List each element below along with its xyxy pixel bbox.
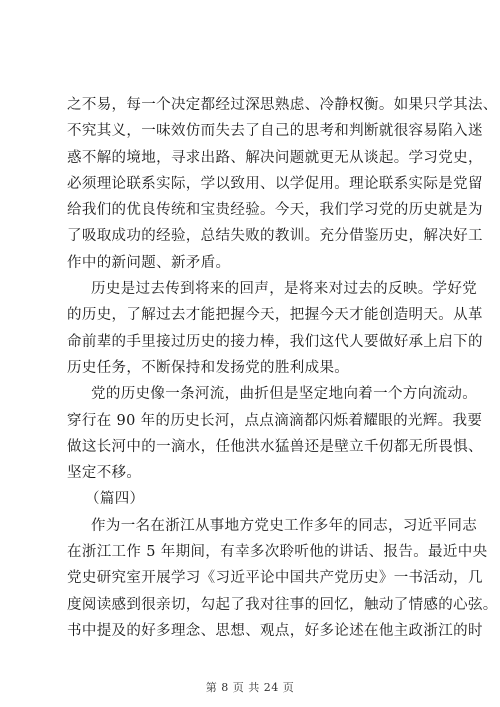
text-line: 不究其义，一味效仿而失去了自己的思考和判断就很容易陷入迷 [67,123,483,140]
text-line: 书中提及的好多理念、思想、观点，好多论述在他主政浙江的时 [67,622,483,639]
text-line: 了吸取成功的经验，总结失败的教训。充分借鉴历史，解决好工 [67,228,483,245]
text-line: 之不易，每一个决定都经过深思熟虑、冷静权衡。如果只学其法、 [67,97,498,113]
text-line: 穿行在 90 年的历史长河，点点滴滴都闪烁着耀眼的光辉。我要 [67,412,483,429]
section-heading: （篇四） [85,491,145,508]
text-line: 在浙江工作 5 年期间，有幸多次聆听他的讲话、报告。最近中央 [67,544,488,561]
text-line: 给我们的优良传统和宝贵经验。今天，我们学习党的历史就是为 [67,202,483,219]
text-line: 的历史，了解过去才能把握今天，把握今天才能创造明天。从革 [67,307,483,324]
text-line: 命前辈的手里接过历史的接力棒，我们这代人要做好承上启下的 [67,333,483,350]
page-number-footer: 第 8 页 共 24 页 [205,681,295,694]
text-line: 惑不解的境地，寻求出路、解决问题就更无从谈起。学习党史， [67,149,483,166]
text-line: 度阅读感到很亲切，勾起了我对往事的回忆，触动了情感的心弦。 [67,596,498,613]
document-body [67,92,498,644]
text-line: 必须理论联系实际，学以致用、以学促用。理论联系实际是党留 [67,175,483,192]
text-line: 作中的新问题、新矛盾。 [67,254,231,271]
paragraph-start-line: 党的历史像一条河流，曲折但是坚定地向着一个方向流动。 [91,386,478,403]
paragraph-start-line: 历史是过去传到将来的回声，是将来对过去的反映。学好党 [91,281,478,298]
text-line: 党史研究室开展学习《习近平论中国共产党历史》一书活动，几 [67,570,483,587]
text-line: 做这长河中的一滴水，任他洪水猛兽还是壁立千仞都无所畏惧、 [67,438,483,455]
paragraph-start-line: 作为一名在浙江从事地方党史工作多年的同志，习近平同志 [91,517,478,534]
text-line: 历史任务，不断保持和发扬党的胜利成果。 [67,359,350,376]
text-line: 坚定不移。 [67,465,142,482]
